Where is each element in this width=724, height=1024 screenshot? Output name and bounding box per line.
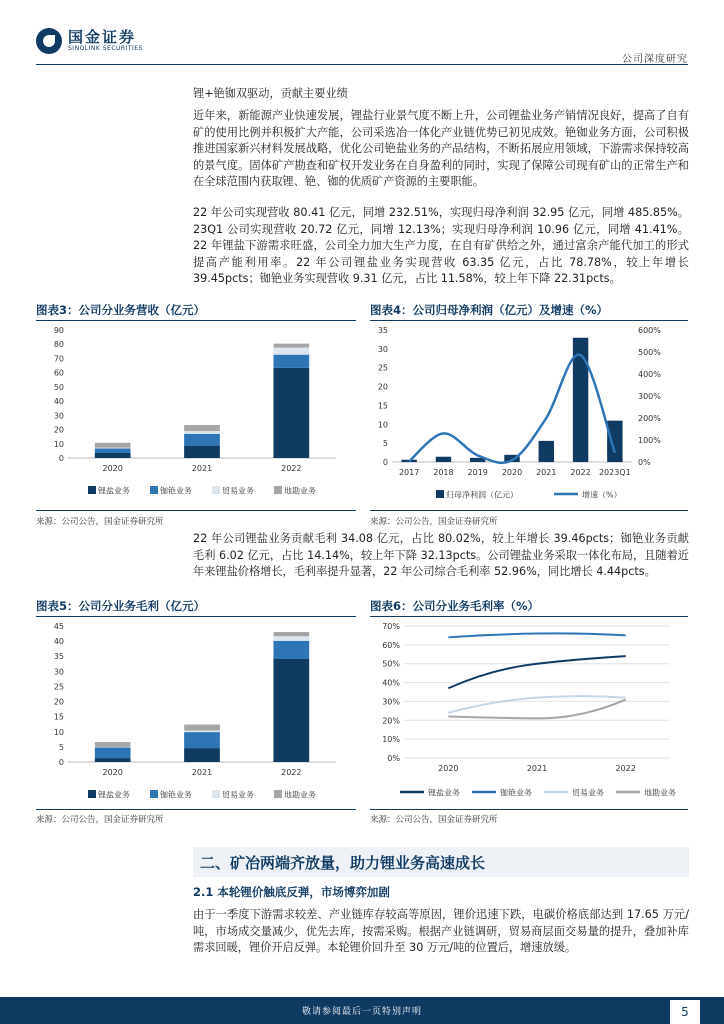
x-tick-label: 2018 bbox=[433, 468, 454, 477]
x-tick-label: 2020 bbox=[102, 464, 123, 473]
bar bbox=[539, 441, 554, 462]
fig5-bottom-line bbox=[36, 809, 356, 810]
y-tick-label: 40% bbox=[382, 678, 400, 688]
y-tick-label: 60 bbox=[53, 368, 64, 378]
y-tick-label: 90 bbox=[53, 326, 64, 335]
legend-label: 贸易业务 bbox=[222, 486, 254, 496]
bar-segment bbox=[184, 725, 220, 731]
y-tick-label: 20 bbox=[377, 382, 388, 392]
bar-segment bbox=[273, 641, 309, 659]
legend-swatch bbox=[150, 790, 158, 798]
y-tick-label: 10 bbox=[377, 420, 388, 430]
y-tick-label: 30 bbox=[53, 667, 64, 677]
y-tick-label: 0 bbox=[58, 758, 64, 767]
x-tick-label: 2021 bbox=[536, 468, 557, 477]
y-tick-label: 0% bbox=[387, 754, 400, 763]
y-tick-label: 25 bbox=[377, 363, 388, 373]
y-tick-label: 20 bbox=[53, 697, 64, 707]
page-header bbox=[0, 0, 724, 68]
legend-label: 地勘业务 bbox=[644, 788, 676, 798]
legend-label: 贸易业务 bbox=[222, 790, 254, 800]
fig4-top-line bbox=[370, 320, 688, 321]
legend-label: 铷铯业务 bbox=[500, 788, 532, 798]
y-tick-label: 15 bbox=[377, 401, 388, 411]
fig5-source: 来源：公司公告，国金证券研究所 bbox=[36, 815, 164, 825]
x-tick-label: 2022 bbox=[281, 768, 302, 777]
legend-label: 增速（%） bbox=[582, 490, 622, 500]
fig4-bottom-line bbox=[370, 510, 688, 511]
y-tick-label: 20 bbox=[53, 425, 64, 435]
y-tick-label: 0 bbox=[58, 454, 64, 463]
y-tick-label: 70 bbox=[53, 354, 64, 364]
y2-tick-label: 0% bbox=[638, 458, 651, 467]
bar-segment bbox=[184, 446, 220, 458]
x-tick-label: 2021 bbox=[191, 768, 213, 777]
page-number: 5 bbox=[670, 1000, 700, 1024]
fig6-chart bbox=[370, 618, 688, 806]
y-tick-label: 45 bbox=[53, 622, 64, 631]
legend-label: 地勘业务 bbox=[284, 486, 316, 496]
para4: 由于一季度下游需求较差、产业链库存较高等原因，锂价迅速下跌，电碳价格底部达到 17.65 万元/吨，市场成交量减少，优先去库，按需采购。根据产业链调研，贸易商层面交易量的提升，叠加补库需求回暖，锂价开启反弹。本轮锂价回升至 30 万元/吨的位置后，增速放缓。 bbox=[193, 908, 689, 955]
bar-segment bbox=[273, 632, 309, 636]
bar-segment bbox=[273, 368, 309, 458]
x-tick-label: 2022 bbox=[281, 464, 302, 473]
sub-section-title: 2.1 本轮锂价触底反弹，市场博弈加剧 bbox=[193, 885, 390, 899]
legend-label: 归母净利润（亿元） bbox=[446, 490, 518, 500]
report-type: 公司深度研究 bbox=[622, 54, 688, 65]
fig5-title: 图表5：公司分业务毛利（亿元） bbox=[36, 599, 205, 613]
legend-label: 贸易业务 bbox=[572, 788, 604, 798]
x-tick-label: 2021 bbox=[191, 464, 213, 473]
fig6-source: 来源：公司公告，国金证券研究所 bbox=[370, 815, 498, 825]
y-tick-label: 30 bbox=[53, 411, 64, 421]
para2: 22 年公司实现营收 80.41 亿元，同增 232.51%，实现归母净利润 32.95 亿元，同增 485.85%。23Q1 公司实现营收 20.72 亿元，同增 12.13%；实现归母净利润 10.96 亿元，同增 41.41%。22 年锂盐下游需求旺盛，公司全力加大生产力度，在自有矿供给之外，通过富余产能代加工的形式提高产能利用率。22 年公司锂盐业务实现营收 63.35 亿元，占比 78.78%，较上年增长 39.45pcts；铷铯业务实现营收 9.31 亿元，占比 11.58%，较上年下降 22.31pcts。 bbox=[193, 206, 689, 286]
fig3-chart bbox=[36, 322, 356, 508]
bar-segment bbox=[95, 747, 131, 758]
bar-segment bbox=[184, 434, 220, 446]
legend-label: 铷铯业务 bbox=[160, 486, 192, 496]
y2-tick-label: 600% bbox=[638, 326, 661, 335]
logo-name-cn: 国金证券 bbox=[68, 28, 137, 46]
x-tick-label: 2023Q1 bbox=[598, 468, 631, 477]
legend-swatch bbox=[88, 790, 96, 798]
bar-segment bbox=[273, 348, 309, 355]
bar-segment bbox=[184, 425, 220, 431]
series-line bbox=[448, 656, 625, 688]
y-tick-label: 70% bbox=[382, 622, 400, 631]
y2-tick-label: 300% bbox=[638, 392, 661, 401]
legend-label: 铷铯业务 bbox=[160, 790, 192, 800]
fig3-bottom-line bbox=[36, 510, 356, 511]
company-logo bbox=[36, 28, 143, 54]
legend-swatch bbox=[212, 486, 220, 494]
x-tick-label: 2022 bbox=[570, 468, 591, 477]
bar bbox=[436, 457, 451, 462]
bar-segment bbox=[184, 748, 220, 762]
section-title: 二、矿冶两端齐放量，助力锂业务高速成长 bbox=[200, 854, 486, 872]
bar-segment bbox=[273, 636, 309, 641]
y2-tick-label: 100% bbox=[638, 436, 661, 445]
x-tick-label: 2020 bbox=[501, 468, 523, 477]
legend-label: 锂盐业务 bbox=[98, 486, 130, 496]
bar-segment bbox=[273, 344, 309, 348]
series-line bbox=[448, 633, 625, 637]
legend-swatch bbox=[274, 790, 282, 798]
fig3-source: 来源：公司公告，国金证券研究所 bbox=[36, 517, 164, 527]
legend-swatch bbox=[88, 486, 96, 494]
y2-tick-label: 400% bbox=[638, 370, 661, 379]
logo-icon bbox=[36, 28, 62, 54]
y-tick-label: 10 bbox=[53, 439, 64, 449]
fig5-chart bbox=[36, 618, 356, 806]
fig4-title: 图表4：公司归母净利润（亿元）及增速（%） bbox=[370, 303, 609, 317]
bar-segment bbox=[184, 431, 220, 434]
fig6-top-line bbox=[370, 616, 688, 617]
logo-name-en: SINOLINK SECURITIES bbox=[68, 45, 143, 52]
y-tick-label: 20% bbox=[382, 716, 400, 726]
x-tick-label: 2020 bbox=[438, 764, 459, 773]
bar-segment bbox=[95, 448, 131, 453]
x-tick-label: 2022 bbox=[615, 764, 636, 773]
bar-segment bbox=[184, 732, 220, 748]
legend-swatch bbox=[436, 490, 444, 498]
legend-label: 地勘业务 bbox=[284, 790, 316, 800]
bar-segment bbox=[184, 731, 220, 733]
legend-swatch bbox=[212, 790, 220, 798]
fig6-bottom-line bbox=[370, 809, 688, 810]
para3: 22 年公司锂盐业务贡献毛利 34.08 亿元，占比 80.02%，较上年增长 39.46pcts；铷铯业务贡献毛利 6.02 亿元，占比 14.14%，较上年下降 32.13pcts。公司锂盐业务采取一体化布局，且随着近年来锂盐价格增长，毛利率提升显著，22 年公司综合毛利率 52.96%，同比增长 4.44pcts。 bbox=[193, 532, 689, 579]
footer-disclaimer: 敬请参阅最后一页特别声明 bbox=[301, 1007, 422, 1017]
y-tick-label: 60% bbox=[382, 640, 400, 650]
x-tick-label: 2017 bbox=[398, 468, 420, 477]
legend-swatch bbox=[150, 486, 158, 494]
bar-segment bbox=[95, 747, 131, 748]
y-tick-label: 50% bbox=[382, 659, 400, 669]
y2-tick-label: 200% bbox=[638, 414, 661, 423]
series-line bbox=[448, 700, 625, 719]
x-tick-label: 2020 bbox=[102, 768, 123, 777]
bar-segment bbox=[273, 355, 309, 368]
bar-segment bbox=[95, 742, 131, 747]
y-tick-label: 15 bbox=[53, 712, 64, 722]
para1: 近年来，新能源产业快速发展，锂盐行业景气度不断上升，公司锂盐业务产销情况良好，提高了自有矿的使用比例并积极扩大产能，公司采选冶一体化产业链优势已初见成效。铯铷业务方面，公司积极推进国家新兴材料发展战略，优化公司铯盐业务的产品结构，不断拓展应用领域，下游需求保持较高的景气度。固体矿产勘查和矿权开发业务在自身盈利的同时，实现了保障公司现有矿山的正常生产和在全球范围内获取锂、铯、铷的优质矿产资源的主要职能。 bbox=[193, 109, 689, 189]
y-tick-label: 30% bbox=[382, 697, 400, 707]
x-tick-label: 2019 bbox=[467, 468, 488, 477]
bar-segment bbox=[273, 659, 309, 762]
bar-segment bbox=[95, 758, 131, 762]
y-tick-label: 10% bbox=[382, 735, 400, 745]
fig6-title: 图表6：公司分业务毛利率（%） bbox=[370, 599, 540, 613]
y-tick-label: 35 bbox=[377, 326, 388, 335]
y-tick-label: 40 bbox=[53, 637, 64, 647]
bar-segment bbox=[95, 453, 131, 458]
header-divider bbox=[36, 64, 688, 65]
legend-label: 锂盐业务 bbox=[428, 788, 460, 798]
fig4-chart bbox=[370, 322, 688, 508]
legend-swatch bbox=[274, 486, 282, 494]
y-tick-label: 30 bbox=[377, 344, 388, 354]
x-tick-label: 2021 bbox=[526, 764, 548, 773]
bar-segment bbox=[95, 443, 131, 448]
y-tick-label: 25 bbox=[53, 682, 64, 692]
fig3-top-line bbox=[36, 320, 356, 321]
y-tick-label: 5 bbox=[382, 439, 388, 449]
y-tick-label: 50 bbox=[53, 382, 64, 392]
para1-title: 锂+铯铷双驱动，贡献主要业绩 bbox=[193, 87, 348, 100]
fig4-source: 来源：公司公告，国金证券研究所 bbox=[370, 517, 498, 527]
y-tick-label: 40 bbox=[53, 397, 64, 407]
y-tick-label: 10 bbox=[53, 727, 64, 737]
y2-tick-label: 500% bbox=[638, 348, 661, 357]
fig3-title: 图表3：公司分业务营收（亿元） bbox=[36, 303, 205, 317]
legend-label: 锂盐业务 bbox=[98, 790, 130, 800]
y-tick-label: 80 bbox=[53, 340, 64, 350]
fig5-top-line bbox=[36, 616, 356, 617]
bar-segment bbox=[95, 448, 131, 449]
bar bbox=[607, 421, 622, 462]
y-tick-label: 35 bbox=[53, 652, 64, 662]
y-tick-label: 5 bbox=[58, 742, 64, 752]
y-tick-label: 0 bbox=[382, 458, 388, 467]
